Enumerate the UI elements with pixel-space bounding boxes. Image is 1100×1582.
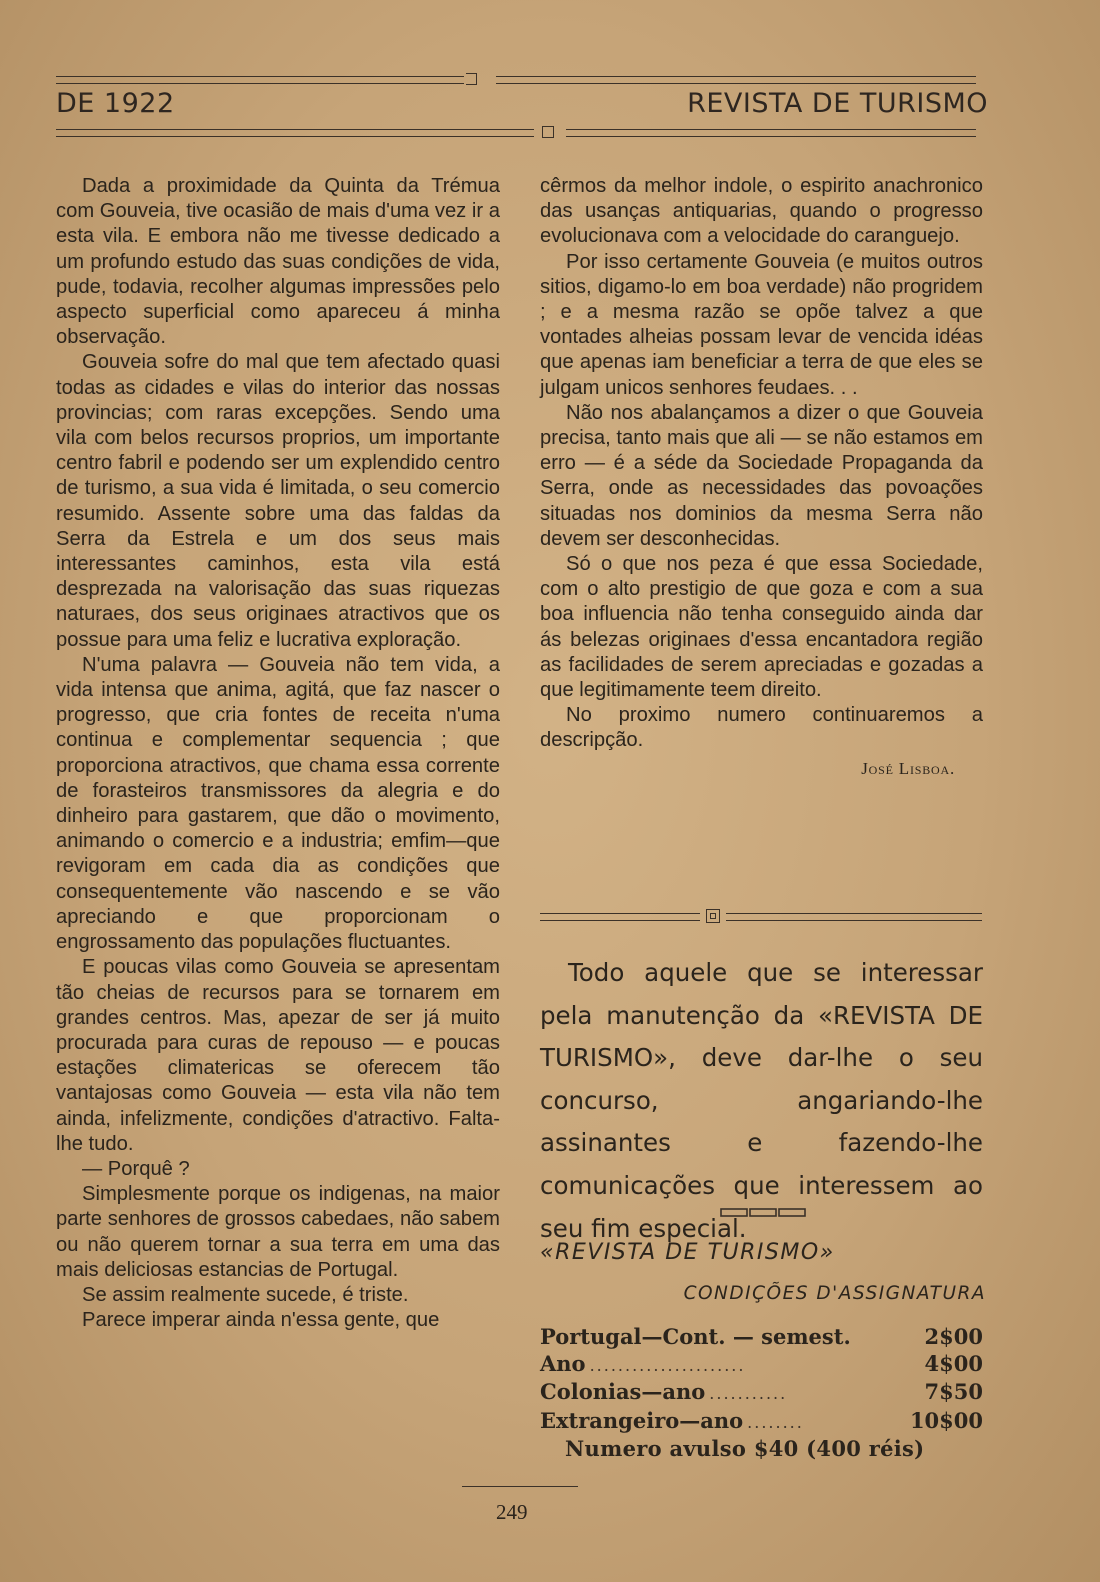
issue-year: DE 1922	[56, 88, 175, 119]
header-bottom-rule-left	[56, 129, 534, 137]
header-top-rule-left	[56, 76, 464, 84]
price-label: Ano	[540, 1350, 586, 1376]
header-ornament-bottom	[542, 126, 554, 138]
header-bottom-rule-right	[566, 129, 976, 137]
paragraph: N'uma palavra — Gouveia não tem vida, a vida intensa que anima, agitá, que faz nascer o progresso, que cria fontes de receita n'uma continua e complementar sequencia ; que proporciona atractivos, que chama essa corrente de forasteiros transmissores da alegria e do dinheiro para gastarem, que dão o movimento, animando o comercio e a industria; emfim—que revigoram em cada dia as condições que consequentemente vão nascendo e se vão apreciando e que proporcionam o engrossamento das populações fluctuantes.	[56, 653, 500, 954]
price-leader: ........	[747, 1412, 804, 1432]
subscription-conditions-heading: CONDIÇÕES D'ASSIGNATURA	[683, 1283, 986, 1304]
paragraph: Gouveia sofre do mal que tem afectado quasi todas as cidades e vilas do interior das nossas provincias; com raras excepções. Sendo uma vila com belos recursos proprios, um importante centro fabril e podendo ser um explendido centro de turismo, a sua vida é limitada, o seu comercio resumido. Assente sobre uma das faldas da Serra da Estrela e um dos seus mais interessantes caminhos, esta vila está desprezada na valorisação das suas riquezas naturaes, dos seus originaes atractivos que os possue para uma feliz e lucrativa exploração.	[56, 351, 500, 651]
price-value: 10$00	[909, 1407, 983, 1433]
section-divider-right	[726, 913, 982, 921]
paragraph: Parece imperar ainda n'essa gente, que	[82, 1309, 440, 1332]
section-divider-left	[540, 913, 700, 921]
header-ornament-top	[466, 73, 477, 85]
price-label: Portugal—Cont. — semest.	[540, 1324, 851, 1349]
notice-text: Todo aquele que se interessar pela manutenção da «REVISTA DE TURISMO», deve dar-lhe o seu concurso, angariando-lhe assinantes e fazendo-lhe comunicações que interessem ao seu fim especial.	[540, 958, 983, 1243]
article-left-column	[56, 174, 500, 1333]
page-number: 249	[496, 1500, 528, 1524]
subscription-notice	[540, 952, 983, 1250]
header-top-rule-right	[496, 76, 976, 84]
price-label: Extrangeiro—ano	[540, 1407, 744, 1433]
price-row	[540, 1408, 983, 1437]
price-value: 2$00	[924, 1324, 983, 1349]
price-leader: ...........	[709, 1384, 788, 1403]
paragraph: — Porquê ?	[82, 1157, 190, 1180]
price-row	[540, 1324, 983, 1351]
price-row	[540, 1351, 983, 1380]
paragraph: Não nos abalançamos a dizer o que Gouveia precisa, tanto mais que ali — se não estamos em erro — é a séde da Sociedade Propaganda da Serra, onde as necessidades das povoações situadas nos dominios da mesma Serra não devem ser desconhecidas.	[540, 401, 983, 550]
price-table	[540, 1324, 983, 1436]
paragraph: Simplesmente porque os indigenas, na maior parte senhores de grossos cabedaes, não sabem ou não querem tornar a sua terra em uma das mais deliciosas estancias de Portugal.	[56, 1183, 500, 1281]
paragraph: Por isso certamente Gouveia (e muitos outros sitios, digamo-lo em boa verdade) não progridem ; e a mesma razão se opõe talvez a que vontades alheias possam levar de vencida idéas que apenas iam beneficiar a terra de que eles se julgam unicos senhores feudaes. . .	[540, 250, 983, 399]
author-signature: José Lisboa.	[861, 758, 955, 778]
paragraph: Se assim realmente sucede, é triste.	[82, 1283, 409, 1306]
price-label: Colonias—ano	[540, 1379, 706, 1404]
decorative-ornament	[720, 1208, 806, 1217]
paragraph: cêrmos da melhor indole, o espirito anachronico das usanças antiquarias, quando o progresso evolucionava com a velocidade do caranguejo.	[540, 175, 983, 248]
paragraph: Dada a proximidade da Quinta da Trémua com Gouveia, tive ocasião de mais d'uma vez ir a esta vila. E embora não me tivesse dedicado a um profundo estudo das suas condições de vida, pude, todavia, recolher algumas impressões pelo aspecto superficial como apareceu á minha observação.	[56, 175, 500, 349]
price-row	[540, 1379, 983, 1408]
price-value: 4$00	[924, 1350, 983, 1376]
footer-rule	[462, 1486, 578, 1487]
paragraph: Só o que nos peza é que essa Sociedade, com o alto prestigio de que goza e com a sua boa influencia não tenha conseguido ainda dar ás belezas originaes d'essa encantadora região as facilidades de serem apreciadas e gozadas a que legitimamente teem direito.	[540, 553, 983, 702]
paragraph: No proximo numero continuaremos a descripção.	[540, 704, 983, 752]
single-issue-price: Numero avulso $40 (400 réis)	[565, 1436, 925, 1461]
price-leader: ......................	[589, 1355, 746, 1375]
section-divider-ornament-inner	[710, 913, 716, 919]
magazine-title: REVISTA DE TURISMO	[687, 88, 988, 119]
paragraph: E poucas vilas como Gouveia se apresentam tão cheias de recursos para se tornarem em grandes centros. Mas, apezar de ser já muito procurada para curas de repouso — e poucas estações climatericas se oferecem tão vantajosas como Gouveia — esta vila não tem ainda, infelizmente, condições d'atractivo. Falta-lhe tudo.	[56, 956, 500, 1155]
subscription-heading: «REVISTA DE TURISMO»	[540, 1240, 835, 1265]
price-value: 7$50	[924, 1379, 983, 1404]
article-right-column	[540, 174, 983, 781]
